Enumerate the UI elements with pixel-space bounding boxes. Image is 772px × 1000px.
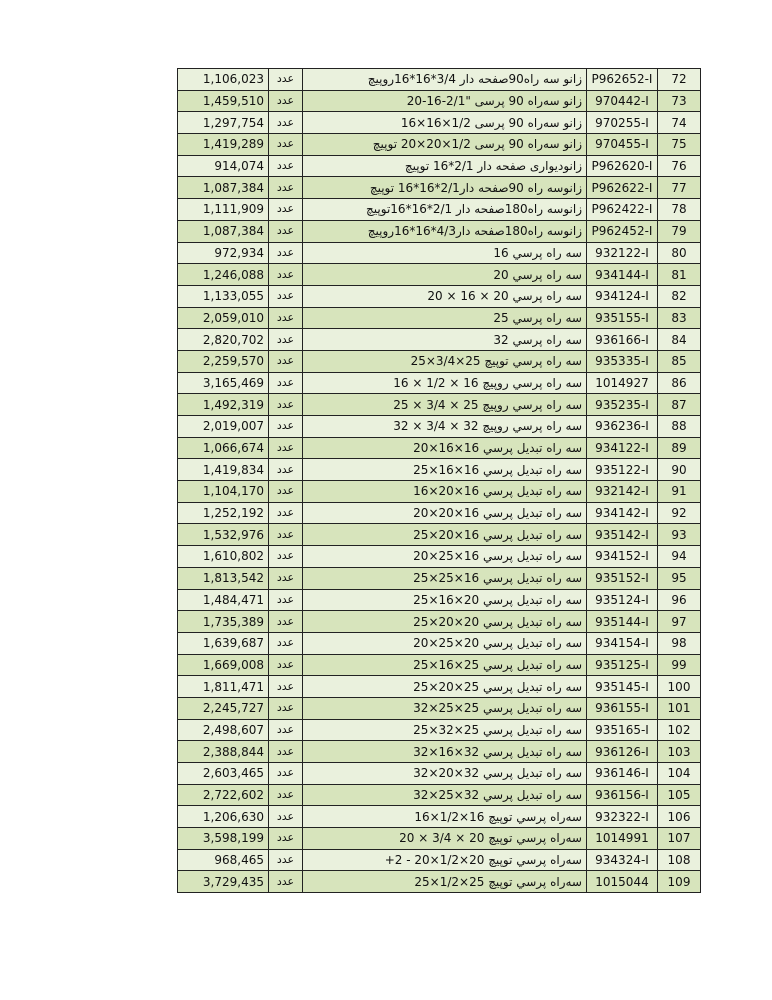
price-cell: 2,498,607 <box>178 719 269 741</box>
unit-cell: عدد <box>269 90 303 112</box>
price-cell: 2,820,702 <box>178 329 269 351</box>
unit-cell: عدد <box>269 329 303 351</box>
description-cell: زانو سه‌راه 90 پرسی "2/1-16-20 <box>303 90 587 112</box>
table-row <box>178 307 701 329</box>
row-number-cell: 100 <box>658 676 701 698</box>
table-row <box>178 394 701 416</box>
product-code-cell: 935124-I <box>587 589 658 611</box>
unit-cell: عدد <box>269 372 303 394</box>
description-cell: سه راه تبديل پرسي 25×32×25 <box>303 719 587 741</box>
row-number-cell: 98 <box>658 632 701 654</box>
unit-cell: عدد <box>269 177 303 199</box>
description-cell: سه راه تبديل پرسي 20×20×25 <box>303 611 587 633</box>
unit-cell: عدد <box>269 524 303 546</box>
table-row <box>178 372 701 394</box>
row-number-cell: 94 <box>658 546 701 568</box>
unit-cell: عدد <box>269 676 303 698</box>
table-row <box>178 329 701 351</box>
product-code-cell: P962452-I <box>587 220 658 242</box>
product-code-cell: 935165-I <box>587 719 658 741</box>
row-number-cell: 92 <box>658 502 701 524</box>
row-number-cell: 81 <box>658 264 701 286</box>
unit-cell: عدد <box>269 719 303 741</box>
price-cell: 1,419,289 <box>178 134 269 156</box>
price-cell: 1,610,802 <box>178 546 269 568</box>
table-row <box>178 134 701 156</box>
table-row <box>178 849 701 871</box>
product-code-cell: 970442-I <box>587 90 658 112</box>
row-number-cell: 109 <box>658 871 701 893</box>
product-code-cell: 970255-I <box>587 112 658 134</box>
unit-cell: عدد <box>269 69 303 91</box>
table-row <box>178 546 701 568</box>
table-row <box>178 806 701 828</box>
description-cell: زانوسه راه 90صفحه دار2/1*16*16 توپیچ <box>303 177 587 199</box>
product-code-cell: 970455-I <box>587 134 658 156</box>
row-number-cell: 107 <box>658 828 701 850</box>
price-cell: 1,297,754 <box>178 112 269 134</box>
row-number-cell: 103 <box>658 741 701 763</box>
description-cell: سه راه تبديل پرسي 16×25×25 <box>303 567 587 589</box>
price-cell: 1,492,319 <box>178 394 269 416</box>
description-cell: سه راه تبديل پرسي 16×20×20 <box>303 502 587 524</box>
unit-cell: عدد <box>269 871 303 893</box>
price-cell: 2,388,844 <box>178 741 269 763</box>
product-code-cell: 935125-I <box>587 654 658 676</box>
unit-cell: عدد <box>269 416 303 438</box>
description-cell: سه راه تبديل پرسي 32×20×32 <box>303 763 587 785</box>
description-cell: سه راه پرسي 20 × 16 × 20 <box>303 285 587 307</box>
price-cell: 1,111,909 <box>178 199 269 221</box>
unit-cell: عدد <box>269 546 303 568</box>
description-cell: زانودیواری صفحه دار 2/1*16 توپیچ <box>303 155 587 177</box>
unit-cell: عدد <box>269 611 303 633</box>
table-row <box>178 481 701 503</box>
price-cell: 1,252,192 <box>178 502 269 524</box>
description-cell: سه راه تبديل پرسي 32×25×32 <box>303 784 587 806</box>
price-cell: 968,465 <box>178 849 269 871</box>
row-number-cell: 96 <box>658 589 701 611</box>
unit-cell: عدد <box>269 806 303 828</box>
description-cell: سه راه تبديل پرسي 25×20×25 <box>303 676 587 698</box>
product-code-cell: 936146-I <box>587 763 658 785</box>
row-number-cell: 88 <box>658 416 701 438</box>
row-number-cell: 74 <box>658 112 701 134</box>
row-number-cell: 80 <box>658 242 701 264</box>
price-cell: 1,087,384 <box>178 220 269 242</box>
unit-cell: عدد <box>269 654 303 676</box>
description-cell: زانو سه‌راه 90 پرسی 1/2×20×20 توپیچ <box>303 134 587 156</box>
product-code-cell: 936236-I <box>587 416 658 438</box>
price-cell: 914,074 <box>178 155 269 177</box>
unit-cell: عدد <box>269 350 303 372</box>
table-row <box>178 242 701 264</box>
table-row <box>178 524 701 546</box>
description-cell: سه راه پرسي روپيچ 16 × 1/2 × 16 <box>303 372 587 394</box>
row-number-cell: 78 <box>658 199 701 221</box>
product-code-cell: 1015044 <box>587 871 658 893</box>
row-number-cell: 89 <box>658 437 701 459</box>
table-row <box>178 611 701 633</box>
table-row <box>178 112 701 134</box>
row-number-cell: 105 <box>658 784 701 806</box>
price-cell: 3,165,469 <box>178 372 269 394</box>
price-cell: 972,934 <box>178 242 269 264</box>
table-row <box>178 459 701 481</box>
unit-cell: عدد <box>269 285 303 307</box>
description-cell: سه راه تبديل پرسي 25×16×25 <box>303 654 587 676</box>
price-cell: 2,259,570 <box>178 350 269 372</box>
table-row <box>178 654 701 676</box>
row-number-cell: 84 <box>658 329 701 351</box>
row-number-cell: 76 <box>658 155 701 177</box>
price-cell: 1,104,170 <box>178 481 269 503</box>
product-code-cell: P962422-I <box>587 199 658 221</box>
table-row <box>178 155 701 177</box>
row-number-cell: 86 <box>658 372 701 394</box>
unit-cell: عدد <box>269 502 303 524</box>
price-cell: 1,813,542 <box>178 567 269 589</box>
price-list-table <box>177 68 701 893</box>
price-cell: 2,603,465 <box>178 763 269 785</box>
unit-cell: عدد <box>269 199 303 221</box>
product-code-cell: 935235-I <box>587 394 658 416</box>
price-cell: 1,639,687 <box>178 632 269 654</box>
table-row <box>178 763 701 785</box>
description-cell: سه راه پرسي 25 <box>303 307 587 329</box>
description-cell: سه راه پرسي روپيچ 32 × 3/4 × 32 <box>303 416 587 438</box>
row-number-cell: 104 <box>658 763 701 785</box>
unit-cell: عدد <box>269 307 303 329</box>
product-code-cell: 935145-I <box>587 676 658 698</box>
price-cell: 1,735,389 <box>178 611 269 633</box>
description-cell: سه راه پرسي توپيچ 25×3/4×25 <box>303 350 587 372</box>
product-code-cell: 932122-I <box>587 242 658 264</box>
product-code-cell: 935152-I <box>587 567 658 589</box>
unit-cell: عدد <box>269 155 303 177</box>
table-row <box>178 697 701 719</box>
description-cell: سه راه تبديل پرسي 20×25×20 <box>303 632 587 654</box>
product-code-cell: 934324-I <box>587 849 658 871</box>
unit-cell: عدد <box>269 459 303 481</box>
product-code-cell: P962620-I <box>587 155 658 177</box>
unit-cell: عدد <box>269 589 303 611</box>
row-number-cell: 82 <box>658 285 701 307</box>
unit-cell: عدد <box>269 567 303 589</box>
table-row <box>178 502 701 524</box>
unit-cell: عدد <box>269 849 303 871</box>
price-cell: 1,459,510 <box>178 90 269 112</box>
table-row <box>178 676 701 698</box>
table-row <box>178 177 701 199</box>
unit-cell: عدد <box>269 741 303 763</box>
description-cell: سه راه پرسي 16 <box>303 242 587 264</box>
product-code-cell: 932142-I <box>587 481 658 503</box>
description-cell: سه راه تبديل پرسي 16×16×20 <box>303 437 587 459</box>
table-row <box>178 350 701 372</box>
price-cell: 1,532,976 <box>178 524 269 546</box>
product-code-cell: 936126-I <box>587 741 658 763</box>
product-code-cell: 934122-I <box>587 437 658 459</box>
product-code-cell: 936166-I <box>587 329 658 351</box>
price-cell: 1,106,023 <box>178 69 269 91</box>
table-row <box>178 69 701 91</box>
table-row <box>178 741 701 763</box>
row-number-cell: 75 <box>658 134 701 156</box>
price-cell: 2,245,727 <box>178 697 269 719</box>
row-number-cell: 90 <box>658 459 701 481</box>
price-cell: 2,059,010 <box>178 307 269 329</box>
row-number-cell: 101 <box>658 697 701 719</box>
product-code-cell: 1014991 <box>587 828 658 850</box>
product-code-cell: 934154-I <box>587 632 658 654</box>
product-code-cell: 935335-I <box>587 350 658 372</box>
product-code-cell: 934124-I <box>587 285 658 307</box>
description-cell: سه‌راه پرسي توپيچ 20×1/2×20 - 2+ <box>303 849 587 871</box>
price-cell: 1,066,674 <box>178 437 269 459</box>
table-row <box>178 828 701 850</box>
unit-cell: عدد <box>269 828 303 850</box>
unit-cell: عدد <box>269 632 303 654</box>
row-number-cell: 91 <box>658 481 701 503</box>
description-cell: سه راه تبديل پرسي 32×16×32 <box>303 741 587 763</box>
unit-cell: عدد <box>269 697 303 719</box>
product-code-cell: P962652-I <box>587 69 658 91</box>
table-row <box>178 416 701 438</box>
description-cell: سه راه پرسي روپيچ 25 × 3/4 × 25 <box>303 394 587 416</box>
product-code-cell: 936156-I <box>587 784 658 806</box>
row-number-cell: 77 <box>658 177 701 199</box>
price-cell: 2,019,007 <box>178 416 269 438</box>
description-cell: سه راه پرسي 32 <box>303 329 587 351</box>
price-cell: 1,669,008 <box>178 654 269 676</box>
price-cell: 1,246,088 <box>178 264 269 286</box>
table-row <box>178 285 701 307</box>
row-number-cell: 72 <box>658 69 701 91</box>
description-cell: سه راه تبديل پرسي 16×20×16 <box>303 481 587 503</box>
unit-cell: عدد <box>269 134 303 156</box>
product-code-cell: 934142-I <box>587 502 658 524</box>
unit-cell: عدد <box>269 437 303 459</box>
row-number-cell: 97 <box>658 611 701 633</box>
product-code-cell: 932322-I <box>587 806 658 828</box>
description-cell: زانوسه راه180صفحه دار4/3*16*16روپیچ <box>303 220 587 242</box>
product-code-cell: 935122-I <box>587 459 658 481</box>
product-code-cell: 934152-I <box>587 546 658 568</box>
description-cell: سه راه تبديل پرسي 16×16×25 <box>303 459 587 481</box>
price-list-body <box>178 69 701 893</box>
row-number-cell: 106 <box>658 806 701 828</box>
price-cell: 1,419,834 <box>178 459 269 481</box>
product-code-cell: 934144-I <box>587 264 658 286</box>
table-row <box>178 567 701 589</box>
description-cell: زانو سه‌راه 90 پرسی 1/2×16×16 <box>303 112 587 134</box>
description-cell: سه‌راه پرسي توپيچ 20 × 3/4 × 20 <box>303 828 587 850</box>
price-cell: 1,133,055 <box>178 285 269 307</box>
unit-cell: عدد <box>269 763 303 785</box>
description-cell: سه‌راه پرسي توپيچ 25×1/2×25 <box>303 871 587 893</box>
row-number-cell: 99 <box>658 654 701 676</box>
table-row <box>178 871 701 893</box>
table-row <box>178 589 701 611</box>
description-cell: سه راه تبديل پرسي 16×20×25 <box>303 524 587 546</box>
product-code-cell: 935144-I <box>587 611 658 633</box>
description-cell: سه راه پرسي 20 <box>303 264 587 286</box>
table-row <box>178 437 701 459</box>
table-row <box>178 199 701 221</box>
product-code-cell: 936155-I <box>587 697 658 719</box>
product-code-cell: 935142-I <box>587 524 658 546</box>
table-row <box>178 632 701 654</box>
row-number-cell: 73 <box>658 90 701 112</box>
description-cell: زانو سه راه90صفحه دار 3/4*16*16روپیچ <box>303 69 587 91</box>
unit-cell: عدد <box>269 264 303 286</box>
description-cell: سه‌راه پرسي توپيچ 16×1/2×16 <box>303 806 587 828</box>
price-cell: 3,729,435 <box>178 871 269 893</box>
table-row <box>178 719 701 741</box>
unit-cell: عدد <box>269 242 303 264</box>
description-cell: سه راه تبديل پرسي 20×16×25 <box>303 589 587 611</box>
row-number-cell: 95 <box>658 567 701 589</box>
unit-cell: عدد <box>269 112 303 134</box>
product-code-cell: 1014927 <box>587 372 658 394</box>
row-number-cell: 87 <box>658 394 701 416</box>
price-cell: 2,722,602 <box>178 784 269 806</box>
table-row <box>178 264 701 286</box>
table-row <box>178 90 701 112</box>
table-row <box>178 784 701 806</box>
unit-cell: عدد <box>269 394 303 416</box>
unit-cell: عدد <box>269 220 303 242</box>
unit-cell: عدد <box>269 784 303 806</box>
row-number-cell: 85 <box>658 350 701 372</box>
table-row <box>178 220 701 242</box>
row-number-cell: 93 <box>658 524 701 546</box>
row-number-cell: 79 <box>658 220 701 242</box>
price-cell: 1,087,384 <box>178 177 269 199</box>
unit-cell: عدد <box>269 481 303 503</box>
row-number-cell: 83 <box>658 307 701 329</box>
row-number-cell: 108 <box>658 849 701 871</box>
price-cell: 1,206,630 <box>178 806 269 828</box>
product-code-cell: P962622-I <box>587 177 658 199</box>
description-cell: سه راه تبديل پرسي 16×25×20 <box>303 546 587 568</box>
price-cell: 1,811,471 <box>178 676 269 698</box>
row-number-cell: 102 <box>658 719 701 741</box>
description-cell: زانوسه راه180صفحه دار 2/1*16*16توپیچ <box>303 199 587 221</box>
price-cell: 1,484,471 <box>178 589 269 611</box>
product-code-cell: 935155-I <box>587 307 658 329</box>
description-cell: سه راه تبديل پرسي 25×25×32 <box>303 697 587 719</box>
price-cell: 3,598,199 <box>178 828 269 850</box>
